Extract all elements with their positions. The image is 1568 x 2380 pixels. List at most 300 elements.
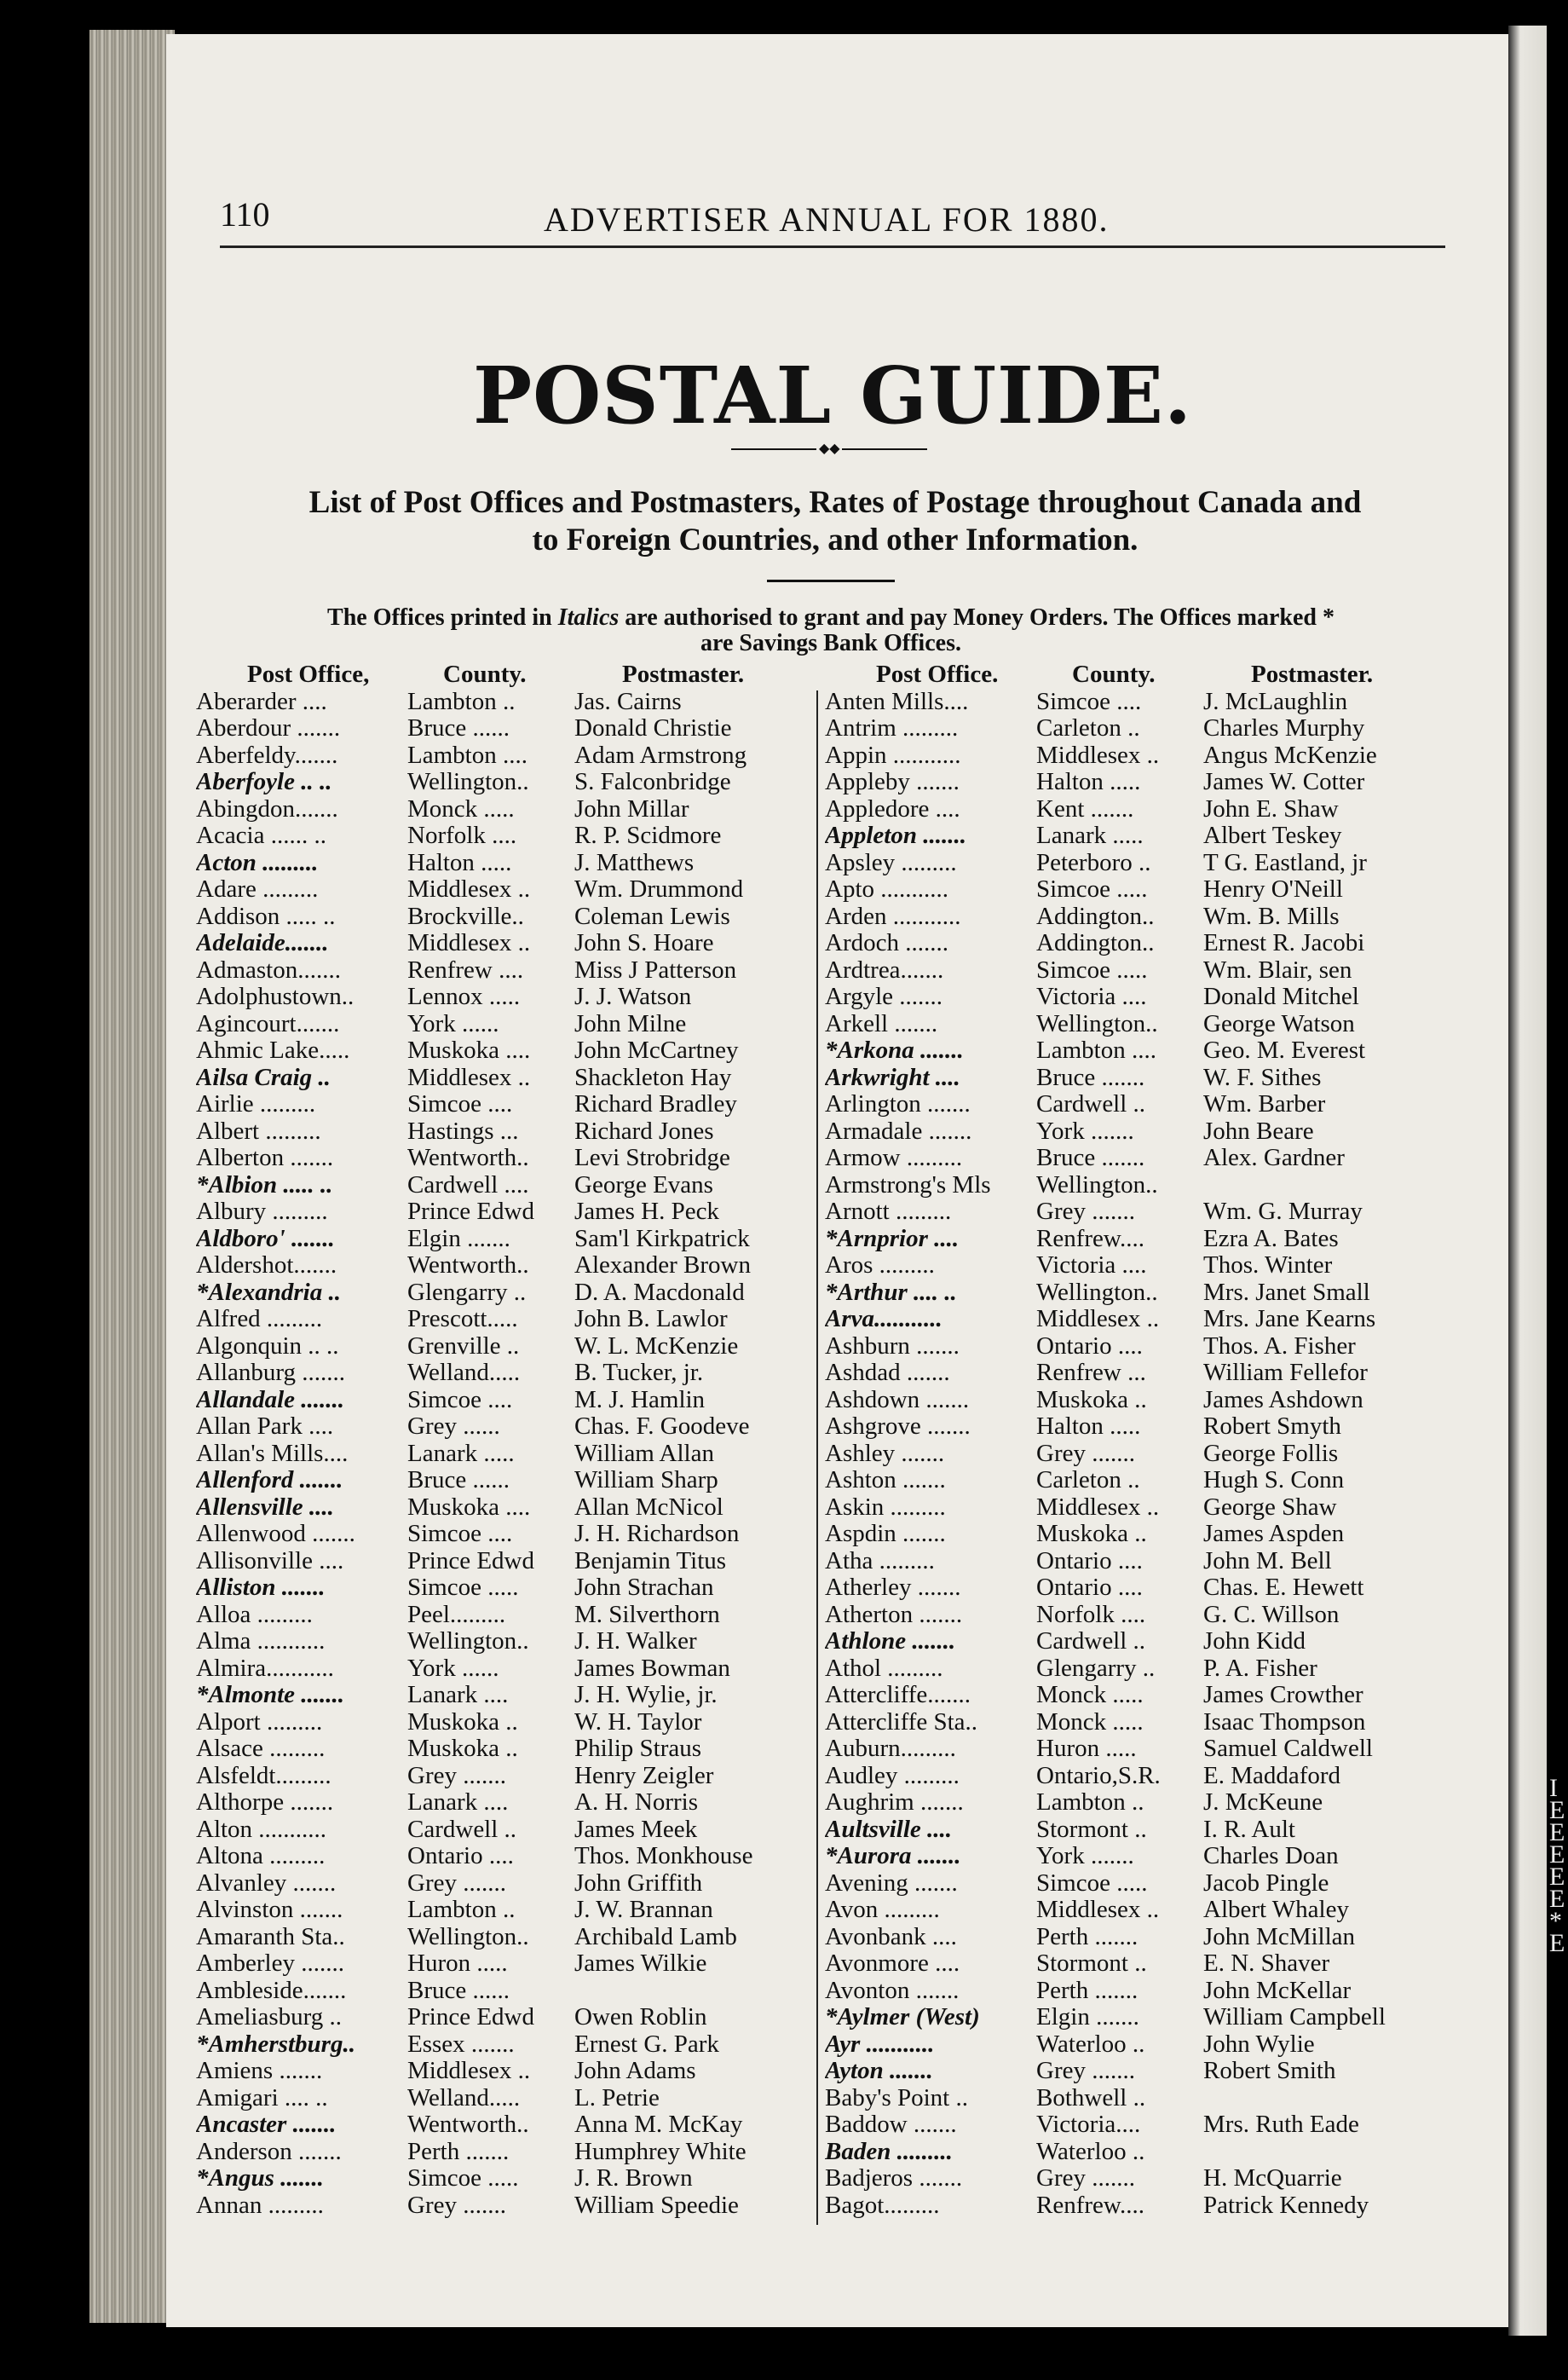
county-cell: Simcoe ..... bbox=[1036, 956, 1148, 984]
postmaster-cell: William Campbell bbox=[1203, 2004, 1386, 2031]
post-office-cell: Auburn......... bbox=[825, 1736, 956, 1762]
post-office-cell: *Aylmer (West) bbox=[825, 2004, 980, 2031]
county-cell: Waterloo .. bbox=[1036, 2138, 1145, 2165]
post-office-cell: Adelaide....... bbox=[196, 930, 329, 956]
post-office-cell: Askin ......... bbox=[825, 1493, 946, 1521]
table-row bbox=[825, 930, 1438, 957]
county-cell: Renfrew ... bbox=[1036, 1360, 1146, 1386]
post-office-cell: Aldershot....... bbox=[196, 1252, 337, 1279]
post-office-cell: Algonquin .. .. bbox=[196, 1332, 339, 1360]
table-row bbox=[825, 1682, 1438, 1709]
post-office-cell: Abingdon....... bbox=[196, 795, 338, 823]
post-office-cell: Alport ......... bbox=[196, 1708, 323, 1736]
post-office-cell: Aughrim ....... bbox=[825, 1789, 964, 1816]
right-column bbox=[825, 661, 1438, 2219]
post-office-cell: Baby's Point .. bbox=[825, 2084, 968, 2111]
postmaster-cell: J. H. Walker bbox=[574, 1628, 697, 1655]
post-office-cell: Ashley ....... bbox=[825, 1440, 945, 1467]
note-italics-word: Italics bbox=[557, 604, 620, 631]
table-row bbox=[196, 1011, 810, 1038]
postmaster-cell: Philip Straus bbox=[574, 1736, 702, 1762]
table-row bbox=[196, 1574, 810, 1602]
table-row bbox=[825, 2165, 1438, 2192]
postmaster-cell: H. McQuarrie bbox=[1203, 2165, 1342, 2192]
county-cell: Grey ....... bbox=[1036, 1440, 1135, 1467]
postmaster-cell: Allan McNicol bbox=[574, 1493, 723, 1521]
table-row bbox=[825, 2111, 1438, 2139]
table-row bbox=[825, 1817, 1438, 1844]
county-cell: Middlesex .. bbox=[1036, 742, 1160, 769]
county-cell: Wellington.. bbox=[1036, 1279, 1158, 1306]
running-head: ADVERTISER ANNUAL FOR 1880. bbox=[544, 200, 1110, 239]
postmaster-cell: D. A. Macdonald bbox=[574, 1279, 745, 1306]
header-postmaster: Postmaster. bbox=[622, 661, 745, 688]
table-row bbox=[825, 1467, 1438, 1494]
table-row bbox=[825, 957, 1438, 985]
postmaster-cell: Wm. B. Mills bbox=[1203, 903, 1340, 930]
postmaster-cell: R. P. Scidmore bbox=[574, 823, 722, 849]
county-cell: Glengarry .. bbox=[1036, 1655, 1156, 1682]
subtitle bbox=[239, 484, 1432, 559]
post-office-cell: Aberdour ....... bbox=[196, 715, 341, 742]
county-cell: Simcoe .... bbox=[407, 1386, 513, 1413]
table-row bbox=[825, 1870, 1438, 1898]
legend-note bbox=[205, 605, 1457, 656]
postmaster-cell: Richard Jones bbox=[574, 1118, 714, 1145]
county-cell: Grey ....... bbox=[407, 2192, 506, 2219]
table-row bbox=[196, 930, 810, 957]
postmaster-cell: Wm. Barber bbox=[1203, 1091, 1326, 1118]
county-cell: Lambton .... bbox=[407, 742, 527, 769]
county-cell: Wellington.. bbox=[1036, 1171, 1158, 1199]
post-office-cell: Albury ......... bbox=[196, 1199, 328, 1225]
post-office-cell: Albert ......... bbox=[196, 1118, 321, 1145]
table-row bbox=[825, 984, 1438, 1011]
table-row bbox=[196, 1602, 810, 1629]
post-office-cell: Argyle ....... bbox=[825, 984, 943, 1010]
table-row bbox=[196, 1199, 810, 1226]
county-cell: Ontario,S.R. bbox=[1036, 1762, 1161, 1789]
table-row bbox=[196, 1118, 810, 1146]
post-office-cell: Ardtrea....... bbox=[825, 956, 944, 984]
post-office-cell: Attercliffe Sta.. bbox=[825, 1708, 978, 1736]
table-row bbox=[196, 2004, 810, 2031]
postmaster-cell: Samuel Caldwell bbox=[1203, 1736, 1373, 1762]
table-row bbox=[196, 1306, 810, 1333]
county-cell: Muskoka .... bbox=[407, 1493, 531, 1521]
table-row bbox=[825, 1574, 1438, 1602]
post-office-cell: Alsfeldt......... bbox=[196, 1762, 331, 1789]
post-office-cell: Anderson ....... bbox=[196, 2138, 342, 2165]
postmaster-cell: John McCartney bbox=[574, 1037, 739, 1064]
county-cell: Welland..... bbox=[407, 2084, 521, 2111]
post-office-cell: Arlington ....... bbox=[825, 1091, 971, 1118]
header-county: County. bbox=[1072, 661, 1156, 688]
table-row bbox=[196, 1950, 810, 1978]
note-text-b: are authorised to grant and pay Money Orders. The Offices marked * bbox=[619, 604, 1335, 631]
post-office-cell: *Almonte ....... bbox=[196, 1682, 345, 1708]
table-row bbox=[825, 1628, 1438, 1655]
postmaster-cell: James W. Cotter bbox=[1203, 769, 1365, 795]
post-office-cell: Audley ......... bbox=[825, 1762, 960, 1789]
county-cell: Kent ....... bbox=[1036, 795, 1134, 823]
table-row bbox=[825, 1413, 1438, 1441]
postmaster-cell: Thos. A. Fisher bbox=[1203, 1332, 1356, 1360]
postmaster-cell: George Follis bbox=[1203, 1440, 1339, 1467]
county-cell: Grey ....... bbox=[407, 1762, 506, 1789]
post-office-cell: Athol ......... bbox=[825, 1655, 943, 1682]
column-divider bbox=[816, 690, 818, 2225]
county-cell: Glengarry .. bbox=[407, 1279, 527, 1306]
post-office-cell: Amberley ....... bbox=[196, 1950, 344, 1977]
postmaster-cell: Patrick Kennedy bbox=[1203, 2192, 1369, 2219]
column-header bbox=[825, 661, 1438, 689]
postmaster-cell: Charles Murphy bbox=[1203, 715, 1365, 742]
table-row bbox=[825, 689, 1438, 716]
county-cell: Lambton .. bbox=[407, 1897, 516, 1923]
postmaster-cell: Charles Doan bbox=[1203, 1843, 1339, 1869]
facing-page-letters: I E E E E E * E bbox=[1549, 1774, 1565, 1957]
table-row bbox=[825, 2139, 1438, 2166]
county-cell: Halton ..... bbox=[407, 849, 512, 876]
table-row bbox=[196, 2192, 810, 2220]
table-row bbox=[825, 1199, 1438, 1226]
table-row bbox=[196, 984, 810, 1011]
county-cell: Grey ....... bbox=[1036, 1199, 1135, 1225]
post-office-cell: Armow ......... bbox=[825, 1145, 963, 1171]
post-office-cell: Avon ......... bbox=[825, 1897, 940, 1923]
postmaster-cell: J. W. Brannan bbox=[574, 1897, 713, 1923]
postmaster-cell: William Speedie bbox=[574, 2192, 739, 2219]
table-row bbox=[196, 957, 810, 985]
county-cell: Simcoe .... bbox=[407, 1091, 513, 1118]
table-row bbox=[825, 2192, 1438, 2220]
column-header bbox=[196, 661, 810, 689]
table-row bbox=[825, 2058, 1438, 2085]
subtitle-line-2: to Foreign Countries, and other Information. bbox=[532, 523, 1139, 557]
post-office-cell: Appleton ....... bbox=[825, 823, 966, 849]
post-office-cell: *Arnprior .... bbox=[825, 1225, 960, 1252]
county-cell: Middlesex .. bbox=[1036, 1897, 1160, 1923]
postmaster-cell: M. J. Hamlin bbox=[574, 1386, 706, 1413]
postmaster-cell: Alex. Gardner bbox=[1203, 1145, 1345, 1171]
post-office-cell: Ancaster ....... bbox=[196, 2111, 337, 2138]
county-cell: Muskoka .. bbox=[1036, 1386, 1147, 1413]
table-row bbox=[825, 715, 1438, 742]
post-office-cell: Alloa ......... bbox=[196, 1601, 313, 1628]
table-row bbox=[825, 1709, 1438, 1736]
postmaster-cell: John Strachan bbox=[574, 1574, 714, 1601]
county-cell: Ontario .... bbox=[407, 1843, 514, 1869]
post-office-cell: Ayton ....... bbox=[825, 2058, 933, 2084]
county-cell: Bothwell .. bbox=[1036, 2084, 1146, 2111]
postmaster-cell: John Milne bbox=[574, 1010, 687, 1037]
postmaster-cell: Mrs. Jane Kearns bbox=[1203, 1306, 1376, 1332]
county-cell: Halton ..... bbox=[1036, 1413, 1141, 1440]
table-row bbox=[825, 1978, 1438, 2005]
county-cell: Addington.. bbox=[1036, 930, 1155, 956]
county-cell: Wellington.. bbox=[407, 1923, 529, 1950]
table-row bbox=[196, 1387, 810, 1414]
post-office-cell: *Arkona ....... bbox=[825, 1037, 964, 1064]
table-row bbox=[196, 1280, 810, 1307]
table-row bbox=[196, 2058, 810, 2085]
postmaster-cell: Albert Whaley bbox=[1203, 1897, 1349, 1923]
post-office-cell: Ardoch ....... bbox=[825, 930, 948, 956]
county-cell: Wentworth.. bbox=[407, 1252, 529, 1279]
table-row bbox=[196, 1763, 810, 1790]
table-row bbox=[825, 1521, 1438, 1548]
county-cell: Addington.. bbox=[1036, 903, 1155, 930]
county-cell: Prince Edwd bbox=[407, 1547, 534, 1574]
header-post-office: Post Office. bbox=[876, 661, 999, 688]
table-row bbox=[196, 1628, 810, 1655]
table-row bbox=[196, 1978, 810, 2005]
post-office-cell: Almira........... bbox=[196, 1655, 334, 1682]
table-row bbox=[196, 1413, 810, 1441]
post-office-cell: Acton ......... bbox=[196, 849, 319, 876]
postmaster-cell: Donald Christie bbox=[574, 715, 732, 742]
postmaster-cell: P. A. Fisher bbox=[1203, 1655, 1317, 1682]
county-cell: Simcoe ..... bbox=[407, 2165, 519, 2192]
post-office-cell: Alvanley ....... bbox=[196, 1869, 337, 1897]
county-cell: Lambton .... bbox=[1036, 1037, 1156, 1064]
post-office-cell: Ameliasburg .. bbox=[196, 2004, 343, 2031]
county-cell: Middlesex .. bbox=[407, 930, 531, 956]
post-office-cell: Arden ........... bbox=[825, 903, 961, 930]
table-row bbox=[196, 1441, 810, 1468]
post-office-cell: Arva........... bbox=[825, 1306, 943, 1332]
postmaster-cell: James Crowther bbox=[1203, 1682, 1363, 1708]
post-office-cell: Aldboro' ....... bbox=[196, 1225, 335, 1252]
table-row bbox=[825, 1763, 1438, 1790]
table-row bbox=[196, 1709, 810, 1736]
post-office-cell: Ahmic Lake..... bbox=[196, 1037, 350, 1064]
post-office-cell: Ashgrove ....... bbox=[825, 1413, 971, 1440]
county-cell: Huron ..... bbox=[1036, 1736, 1137, 1762]
county-cell: Lanark ..... bbox=[407, 1440, 515, 1467]
post-office-cell: Allan Park .... bbox=[196, 1413, 334, 1440]
post-office-cell: Baden ......... bbox=[825, 2138, 953, 2165]
postmaster-cell: B. Tucker, jr. bbox=[574, 1360, 704, 1386]
page-title: POSTAL GUIDE. bbox=[472, 349, 1193, 442]
post-office-cell: Ashton ....... bbox=[825, 1467, 946, 1493]
post-office-cell: Armstrong's Mls bbox=[825, 1171, 991, 1199]
postmaster-cell: J. R. Brown bbox=[574, 2165, 693, 2192]
county-cell: Victoria.... bbox=[1036, 2111, 1141, 2138]
postmaster-cell: James Ashdown bbox=[1203, 1386, 1363, 1413]
postmaster-cell: Archibald Lamb bbox=[574, 1923, 737, 1950]
county-cell: Wellington.. bbox=[1036, 1010, 1158, 1037]
county-cell: Monck ..... bbox=[407, 795, 515, 823]
county-cell: Lanark .... bbox=[407, 1789, 509, 1816]
postmaster-cell: Chas. F. Goodeve bbox=[574, 1413, 750, 1440]
table-row bbox=[825, 1789, 1438, 1817]
table-row bbox=[196, 1091, 810, 1118]
postmaster-cell: Chas. E. Hewett bbox=[1203, 1574, 1364, 1601]
county-cell: Monck ..... bbox=[1036, 1708, 1144, 1736]
table-row bbox=[196, 1494, 810, 1522]
county-cell: Lanark ..... bbox=[1036, 823, 1144, 849]
county-cell: Essex ....... bbox=[407, 2031, 515, 2058]
post-office-cell: Annan ......... bbox=[196, 2192, 324, 2219]
county-cell: Waterloo .. bbox=[1036, 2031, 1145, 2058]
right-rows bbox=[825, 689, 1438, 2220]
table-row bbox=[825, 1065, 1438, 1092]
table-row bbox=[825, 2004, 1438, 2031]
table-row bbox=[196, 823, 810, 850]
postmaster-cell: John M. Bell bbox=[1203, 1547, 1332, 1574]
postmaster-cell: Robert Smyth bbox=[1203, 1413, 1341, 1440]
county-cell: Ontario .... bbox=[1036, 1547, 1143, 1574]
table-row bbox=[196, 1065, 810, 1092]
county-cell: Muskoka .. bbox=[1036, 1521, 1147, 1547]
post-office-cell: *Amherstburg.. bbox=[196, 2031, 355, 2058]
post-office-cell: *Angus ....... bbox=[196, 2165, 324, 2192]
table-row bbox=[196, 796, 810, 823]
table-row bbox=[825, 1306, 1438, 1333]
table-row bbox=[196, 769, 810, 796]
postmaster-cell: E. Maddaford bbox=[1203, 1762, 1341, 1789]
postmaster-cell: J. J. Watson bbox=[574, 984, 692, 1010]
table-row bbox=[196, 1870, 810, 1898]
post-office-cell: Alma ........... bbox=[196, 1628, 326, 1655]
table-row bbox=[196, 1037, 810, 1065]
county-cell: Norfolk .... bbox=[407, 823, 517, 849]
county-cell: Bruce ....... bbox=[1036, 1064, 1145, 1091]
table-row bbox=[825, 1548, 1438, 1575]
postmaster-cell: James Aspden bbox=[1203, 1521, 1345, 1547]
county-cell: Bruce ...... bbox=[407, 1467, 510, 1493]
table-row bbox=[196, 1172, 810, 1199]
table-row bbox=[196, 1682, 810, 1709]
table-row bbox=[196, 2111, 810, 2139]
table-row bbox=[196, 1548, 810, 1575]
county-cell: Stormont .. bbox=[1036, 1950, 1147, 1977]
table-row bbox=[196, 1360, 810, 1387]
header-postmaster: Postmaster. bbox=[1251, 661, 1374, 688]
county-cell: Grey ...... bbox=[407, 1413, 500, 1440]
postmaster-cell: John Wylie bbox=[1203, 2031, 1315, 2058]
post-office-cell: Althorpe ....... bbox=[196, 1789, 334, 1816]
post-office-cell: Antrim ......... bbox=[825, 715, 959, 742]
table-row bbox=[825, 1280, 1438, 1307]
county-cell: Peel......... bbox=[407, 1601, 506, 1628]
left-column bbox=[196, 661, 810, 2219]
postmaster-cell: John Kidd bbox=[1203, 1628, 1306, 1655]
page-number: 110 bbox=[220, 195, 270, 234]
post-office-cell: Alliston ....... bbox=[196, 1574, 326, 1601]
post-office-cell: Allandale ....... bbox=[196, 1386, 345, 1413]
county-cell: Perth ....... bbox=[1036, 1923, 1139, 1950]
county-cell: Cardwell .. bbox=[1036, 1628, 1146, 1655]
header-county: County. bbox=[443, 661, 527, 688]
postmaster-cell: Henry Zeigler bbox=[574, 1762, 714, 1789]
postmaster-cell: W. L. McKenzie bbox=[574, 1332, 739, 1360]
post-office-cell: Atherley ....... bbox=[825, 1574, 961, 1601]
postmaster-cell: I. R. Ault bbox=[1203, 1816, 1295, 1843]
county-cell: Grenville .. bbox=[407, 1332, 520, 1360]
post-office-cell: Adare ......... bbox=[196, 876, 319, 903]
post-office-cell: Apsley ......... bbox=[825, 849, 957, 876]
post-office-cell: Ashburn ....... bbox=[825, 1332, 960, 1360]
postmaster-cell: Robert Smith bbox=[1203, 2058, 1336, 2084]
county-cell: Muskoka .. bbox=[407, 1708, 518, 1736]
postmaster-cell: Alexander Brown bbox=[574, 1252, 751, 1279]
table-row bbox=[825, 1118, 1438, 1146]
postmaster-cell: James H. Peck bbox=[574, 1199, 719, 1225]
table-row bbox=[825, 1252, 1438, 1280]
postmaster-cell: John Griffith bbox=[574, 1869, 703, 1897]
county-cell: Simcoe .... bbox=[407, 1521, 513, 1547]
section-rule bbox=[767, 580, 895, 582]
post-office-cell: Aberfoyle .. .. bbox=[196, 769, 332, 795]
table-row bbox=[825, 1360, 1438, 1387]
table-row bbox=[825, 769, 1438, 796]
postmaster-cell: John Adams bbox=[574, 2058, 696, 2084]
table-row bbox=[196, 1897, 810, 1924]
county-cell: York ....... bbox=[1036, 1843, 1134, 1869]
postmaster-cell: William Sharp bbox=[574, 1467, 718, 1493]
postmaster-cell: William Allan bbox=[574, 1440, 714, 1467]
table-row bbox=[196, 1817, 810, 1844]
county-cell: Simcoe .... bbox=[1036, 688, 1142, 715]
post-office-cell: Ashdad ....... bbox=[825, 1360, 950, 1386]
table-row bbox=[825, 1226, 1438, 1253]
county-cell: Simcoe ..... bbox=[1036, 1869, 1148, 1897]
postmaster-cell: Coleman Lewis bbox=[574, 903, 730, 930]
county-cell: Bruce ...... bbox=[407, 715, 510, 742]
county-cell: York ....... bbox=[1036, 1118, 1134, 1145]
post-office-cell: Airlie ......... bbox=[196, 1091, 316, 1118]
county-cell: Middlesex .. bbox=[1036, 1306, 1160, 1332]
table-row bbox=[825, 742, 1438, 770]
note-line-2: are Savings Bank Offices. bbox=[700, 630, 961, 656]
postmaster-cell: Adam Armstrong bbox=[574, 742, 747, 769]
postmaster-cell: J. H. Wylie, jr. bbox=[574, 1682, 718, 1708]
table-row bbox=[196, 2165, 810, 2192]
county-cell: Renfrew.... bbox=[1036, 2192, 1144, 2219]
subtitle-line-1: List of Post Offices and Postmasters, Rates of Postage throughout Canada and bbox=[308, 485, 1362, 520]
table-row bbox=[196, 1467, 810, 1494]
postmaster-cell: Thos. Winter bbox=[1203, 1252, 1333, 1279]
postmaster-cell: Mrs. Janet Small bbox=[1203, 1279, 1370, 1306]
post-office-cell: Ashdown ....... bbox=[825, 1386, 970, 1413]
table-row bbox=[825, 904, 1438, 931]
post-office-cell: Badjeros ....... bbox=[825, 2165, 963, 2192]
table-row bbox=[825, 796, 1438, 823]
county-cell: Ontario .... bbox=[1036, 1574, 1143, 1601]
facing-page-edge bbox=[1508, 26, 1547, 2336]
left-rows bbox=[196, 689, 810, 2220]
post-office-cell: Admaston....... bbox=[196, 956, 341, 984]
table-row bbox=[825, 1441, 1438, 1468]
post-office-cell: Allenwood ....... bbox=[196, 1521, 355, 1547]
post-office-cell: Addison ..... .. bbox=[196, 903, 336, 930]
post-office-cell: Aberarder .... bbox=[196, 688, 327, 715]
county-cell: Elgin ....... bbox=[407, 1225, 510, 1252]
county-cell: Welland..... bbox=[407, 1360, 521, 1386]
county-cell: Norfolk .... bbox=[1036, 1601, 1146, 1628]
postmaster-cell: Shackleton Hay bbox=[574, 1064, 732, 1091]
table-row bbox=[196, 850, 810, 877]
postmaster-cell: Wm. Drummond bbox=[574, 876, 744, 903]
postmaster-cell: Benjamin Titus bbox=[574, 1547, 727, 1574]
table-row bbox=[196, 1226, 810, 1253]
postmaster-cell: S. Falconbridge bbox=[574, 769, 731, 795]
post-office-cell: Allenford ....... bbox=[196, 1467, 343, 1493]
county-cell: Hastings ... bbox=[407, 1118, 519, 1145]
